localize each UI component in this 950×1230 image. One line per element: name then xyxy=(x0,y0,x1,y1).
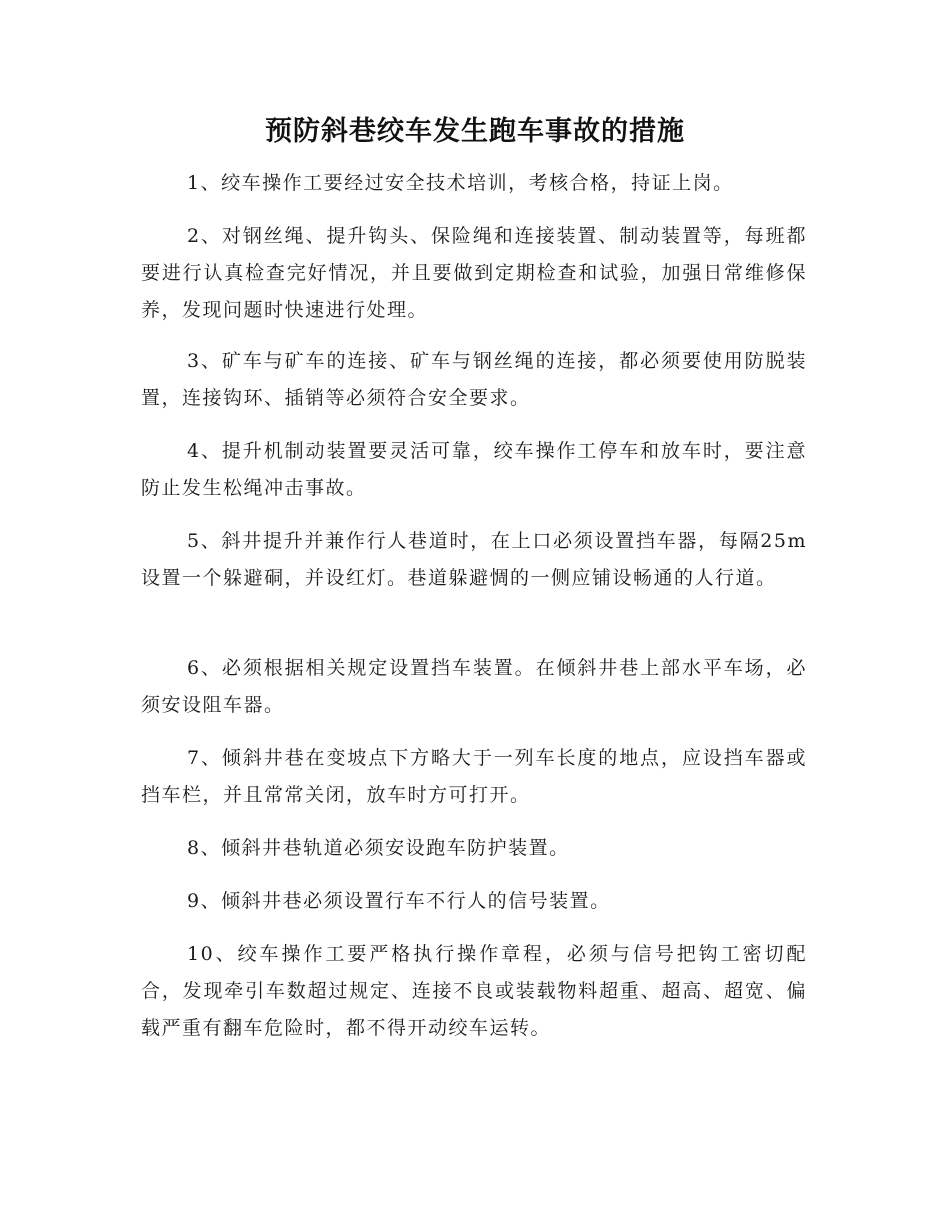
paragraph-4: 4、提升机制动装置要灵活可靠，绞车操作工停车和放车时，要注意防止发生松绳冲击事故。 xyxy=(141,440,807,499)
paragraph-9: 9、倾斜井巷必须设置行车不行人的信号装置。 xyxy=(187,890,611,912)
paragraph-5: 5、斜井提升并兼作行人巷道时，在上口必须设置挡车器，每隔25m设置一个躲避硐，并设红灯。巷道躲避惆的一侧应铺设畅通的人行道。 xyxy=(141,530,807,589)
paragraph-6: 6、必须根据相关规定设置挡车装置。在倾斜井巷上部水平车场，必须安设阻车器。 xyxy=(141,657,807,716)
paragraph-10: 10、绞车操作工要严格执行操作章程，必须与信号把钩工密切配合，发现牵引车数超过规定、连接不良或装载物料超重、超高、超宽、偏载严重有翻车危险时，都不得开动绞车运转。 xyxy=(141,943,807,1039)
paragraph-1: 1、绞车操作工要经过安全技术培训，考核合格，持证上岗。 xyxy=(187,172,734,194)
document-title: 预防斜巷绞车发生跑车事故的措施 xyxy=(265,116,685,147)
paragraph-2: 2、对钢丝绳、提升钩头、保险绳和连接装置、制动装置等，每班都要进行认真检查完好情况，并且要做到定期检查和试验，加强日常维修保养，发现问题时快速进行处理。 xyxy=(141,225,807,321)
paragraph-7: 7、倾斜井巷在变坡点下方略大于一列车长度的地点，应设挡车器或挡车栏，并且常常关闭，放车时方可打开。 xyxy=(141,747,807,806)
paragraph-8: 8、倾斜井巷轨道必须安设跑车防护装置。 xyxy=(187,837,570,859)
paragraph-3: 3、矿车与矿车的连接、矿车与钢丝绳的连接，都必须要使用防脱装置，连接钩环、插销等必须符合安全要求。 xyxy=(141,350,807,409)
